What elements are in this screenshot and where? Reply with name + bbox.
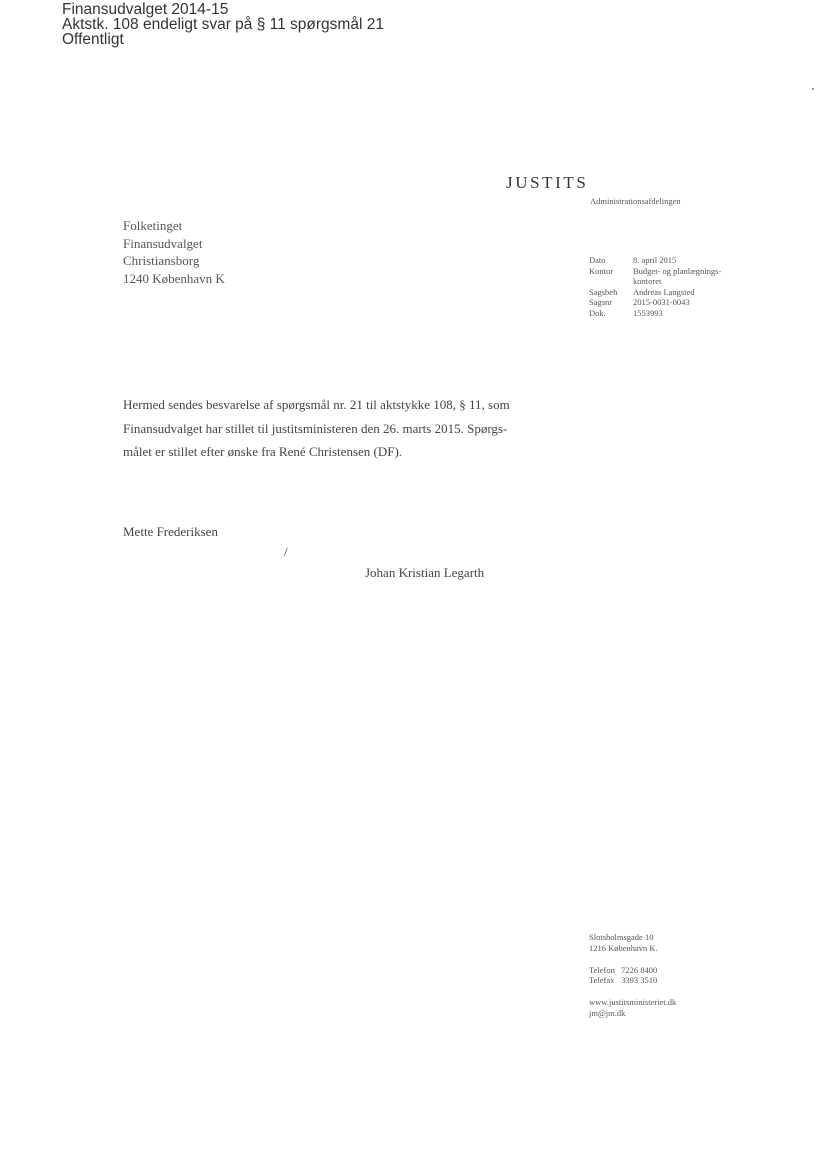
meta-value: Andreas Langsted (633, 286, 695, 297)
footer-email: jm@jm.dk (589, 1007, 626, 1018)
official-signature: Johan Kristian Legarth (365, 565, 485, 580)
footer-spacer (589, 986, 676, 997)
recipient-line: Folketinget (123, 218, 183, 233)
recipient-address (123, 217, 225, 287)
stamp-status: Offentligt (62, 31, 124, 48)
stamp-committee: Finansudvalget 2014-15 (62, 1, 229, 18)
phone-label: Telefon (589, 964, 615, 975)
document-stamp (62, 1, 384, 48)
meta-value: 1553993 (633, 307, 663, 318)
meta-key: Kontor (589, 265, 614, 276)
recipient-line: Finansudvalget (123, 235, 203, 251)
recipient-line: 1240 København K (123, 270, 225, 286)
phone-number: 7226 8400 (621, 964, 658, 975)
fax-number: 3393 3510 (621, 975, 658, 986)
minister-signature: Mette Frederiksen (123, 524, 218, 539)
meta-row (589, 287, 721, 298)
meta-value: Budget- og planlægnings- (633, 265, 722, 276)
body-line: målet er stillet efter ønske fra René Christensen (DF). (123, 444, 403, 459)
signature-separator: / (284, 544, 288, 559)
footer-street: Slotsholmsgade 10 (589, 932, 654, 942)
meta-key: Dato (589, 255, 606, 265)
footer-phone-row (589, 965, 676, 976)
meta-key (589, 276, 633, 287)
recipient-line: Christiansborg (123, 253, 200, 268)
footer-city: 1216 København K. (589, 942, 658, 953)
meta-value: kontoret (633, 276, 662, 287)
stamp-reference: Aktstk. 108 endeligt svar på § 11 spørgsmål 21 (62, 16, 384, 33)
meta-key: Dok. (589, 307, 606, 318)
meta-row (589, 255, 721, 266)
ministry-contact-footer (589, 932, 676, 1019)
meta-key: Sagsnr (589, 297, 613, 308)
scan-artifact (812, 88, 814, 90)
footer-fax-row (589, 975, 676, 986)
meta-row (589, 308, 721, 319)
letter-body (123, 393, 583, 464)
letter-metadata (589, 255, 721, 319)
footer-web: www.justitsministeriet.dk (589, 997, 677, 1008)
meta-key: Sagsbeh (589, 286, 618, 297)
meta-row (589, 266, 721, 277)
body-line: Finansudvalget har stillet til justitsministeren den 26. marts 2015. Spørgs- (123, 420, 508, 436)
ministry-logo: JUSTITS (506, 173, 589, 192)
meta-row (589, 297, 721, 308)
fax-label: Telefax (589, 975, 615, 986)
footer-spacer (589, 954, 676, 965)
meta-row (589, 276, 721, 287)
body-line: Hermed sendes besvarelse af spørgsmål nr. 21 til aktstykke 108, § 11, som (123, 397, 510, 412)
meta-value: 8. april 2015 (633, 255, 677, 265)
meta-value: 2015-0031-0043 (633, 297, 690, 308)
department-name: Administrationsafdelingen (590, 196, 681, 206)
